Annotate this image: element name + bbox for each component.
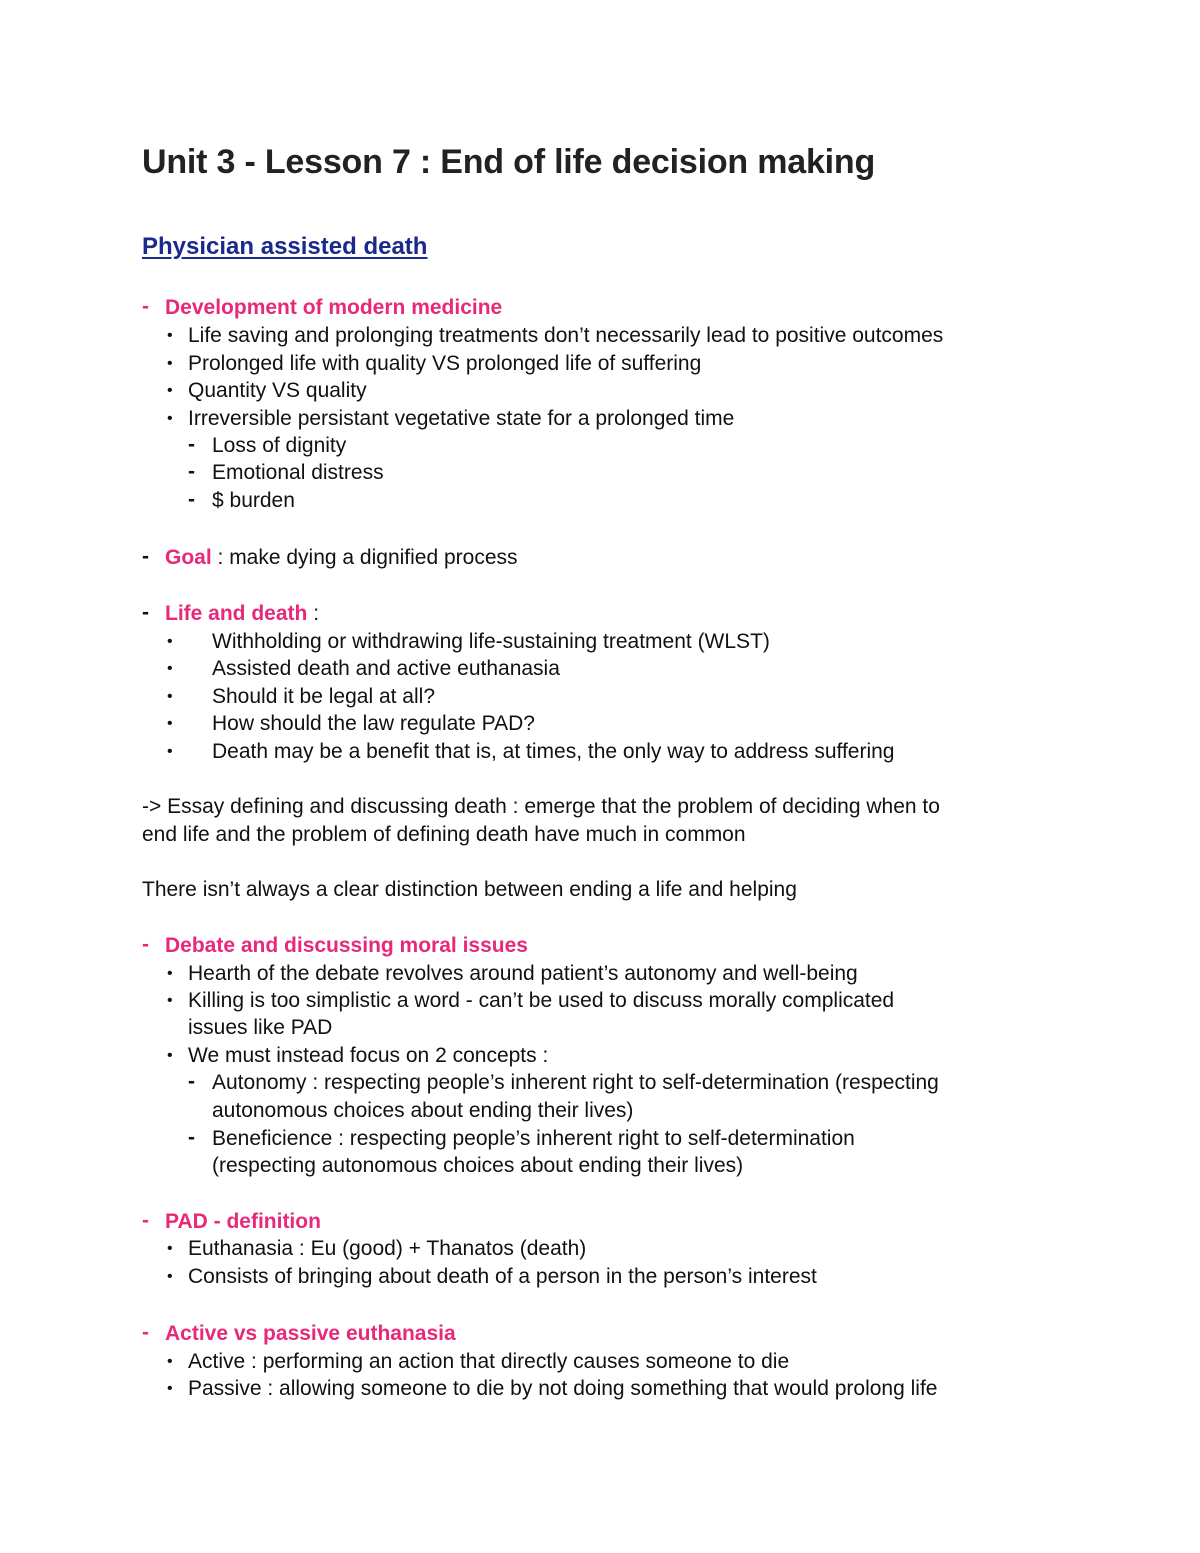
sub-list-item: $ burden [212,489,295,512]
list-item-continuation: issues like PAD [188,1016,333,1039]
bullet-marker: • [167,992,173,1009]
life-death-label: Life and death [165,602,308,625]
dash-marker: - [142,1321,149,1344]
list-item: How should the law regulate PAD? [212,712,535,735]
list-item: Irreversible persistant vegetative state for a prolonged time [188,407,735,430]
goal-line [165,544,518,572]
list-item: Consists of bringing about death of a person in the person’s interest [188,1265,817,1288]
list-item: Quantity VS quality [188,379,367,402]
goal-label: Goal [165,546,212,569]
bullet-marker: • [167,327,173,344]
heading-debate: Debate and discussing moral issues [165,934,528,957]
list-item: Killing is too simplistic a word - can’t be used to discuss morally complicated [188,989,895,1012]
section-heading: Physician assisted death [142,233,428,260]
bullet-marker: • [167,1353,173,1370]
bullet-marker: • [167,965,173,982]
list-item: Withholding or withdrawing life-sustaining treatment (WLST) [212,630,770,653]
list-item: Euthanasia : Eu (good) + Thanatos (death) [188,1237,587,1260]
sub-list-item: Emotional distress [212,461,384,484]
bullet-marker: • [167,715,173,732]
sub-list-item-continuation: (respecting autonomous choices about ending their lives) [212,1154,744,1177]
list-item: Life saving and prolonging treatments don’t necessarily lead to positive outcomes [188,324,944,347]
bullet-marker: • [167,1380,173,1397]
bullet-marker: • [167,660,173,677]
dash-marker: - [142,295,149,318]
dash-marker: - [188,488,195,511]
list-item: Should it be legal at all? [212,685,435,708]
dash-marker: - [188,433,195,456]
bullet-marker: • [167,633,173,650]
paragraph-line: There isn’t always a clear distinction between ending a life and helping [142,878,797,901]
paragraph-line: -> Essay defining and discussing death : emerge that the problem of deciding when to [142,795,940,818]
bullet-marker: • [167,688,173,705]
bullet-marker: • [167,1240,173,1257]
dash-marker: - [188,1126,195,1149]
life-death-line [165,600,319,628]
list-item: Hearth of the debate revolves around patient’s autonomy and well-being [188,962,858,985]
page-title: Unit 3 - Lesson 7 : End of life decision making [142,143,876,181]
list-item: Active : performing an action that directly causes someone to die [188,1350,790,1373]
bullet-marker: • [167,743,173,760]
bullet-marker: • [167,1268,173,1285]
dash-marker: - [142,1209,149,1232]
goal-text: : make dying a dignified process [211,546,518,569]
bullet-marker: • [167,1047,173,1064]
paragraph-line: end life and the problem of defining death have much in common [142,823,746,846]
sub-list-item-continuation: autonomous choices about ending their lives) [212,1099,634,1122]
bullet-marker: • [167,382,173,399]
sub-list-item: Beneficience : respecting people’s inherent right to self-determination [212,1127,855,1150]
dash-marker: - [188,460,195,483]
dash-marker: - [142,933,149,956]
heading-development: Development of modern medicine [165,296,503,319]
sub-list-item: Loss of dignity [212,434,347,457]
heading-active-passive: Active vs passive euthanasia [165,1322,456,1345]
list-item: Prolonged life with quality VS prolonged life of suffering [188,352,702,375]
dash-marker: - [188,1070,195,1093]
list-item: Death may be a benefit that is, at times, the only way to address suffering [212,740,895,763]
list-item: We must instead focus on 2 concepts : [188,1044,549,1067]
sub-list-item: Autonomy : respecting people’s inherent right to self-determination (respecting [212,1071,939,1094]
heading-pad: PAD - definition [165,1210,321,1233]
dash-marker: - [142,601,149,624]
bullet-marker: • [167,355,173,372]
dash-marker: - [142,545,149,568]
bullet-marker: • [167,410,173,427]
life-death-suffix: : [307,602,320,625]
list-item: Passive : allowing someone to die by not doing something that would prolong life [188,1377,938,1400]
list-item: Assisted death and active euthanasia [212,657,560,680]
